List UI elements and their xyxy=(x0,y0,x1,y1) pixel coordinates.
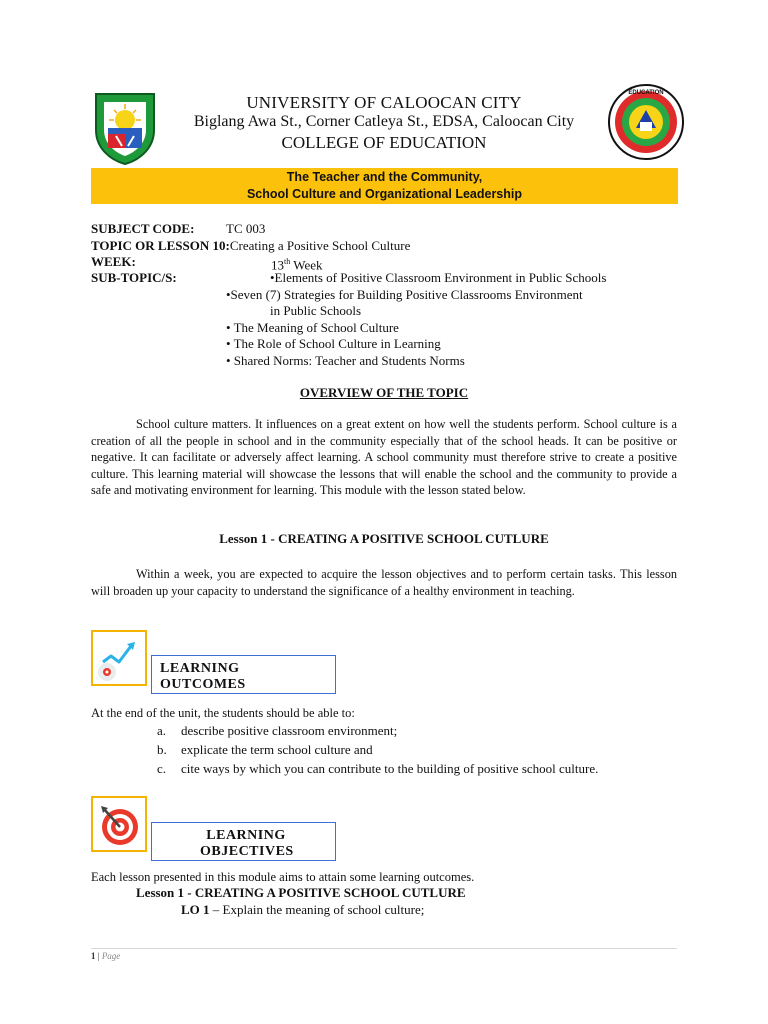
subtopic-item: • The Meaning of School Culture xyxy=(226,320,399,335)
week-number: 13 xyxy=(271,257,284,273)
subtopic-item: •Elements of Positive Classroom Environment in Public Schools xyxy=(270,270,607,285)
learning-objectives-heading: LEARNING OBJECTIVES xyxy=(200,828,294,859)
outcome-text: describe positive classroom environment; xyxy=(181,723,398,738)
growth-chart-icon xyxy=(91,630,147,686)
banner-line-1: The Teacher and the Community, xyxy=(286,170,483,184)
outcome-marker: c. xyxy=(157,761,167,776)
subtopic-item: •Seven (7) Strategies for Building Positive Classrooms Environment xyxy=(226,287,583,302)
page-separator: | xyxy=(95,951,102,961)
learning-outcomes-box xyxy=(151,655,336,694)
topic-line xyxy=(91,238,410,254)
page-footer xyxy=(91,951,120,961)
lo-1-label: LO 1 xyxy=(181,902,210,917)
overview-paragraph: School culture matters. It influences on a great extent on how well the students perform. School culture is a creation of all the people in school and in the community especially that of the school heads. It can be positive or negative. It can facilitate or adversely affect learning. A school community must therefore strive to create a positive culture. This learning material will showcase the lessons that will enable the school and the community to provide a safe and motivating environment for learning. This module with the lesson stated below. xyxy=(91,417,677,497)
lesson-1-title xyxy=(0,531,768,547)
overview-title: OVERVIEW OF THE TOPIC xyxy=(299,385,469,400)
week-label: WEEK: xyxy=(91,254,136,269)
subtopic-item-continuation: in Public Schools xyxy=(270,303,362,318)
page-number: 1 xyxy=(91,951,96,961)
outcomes-intro: At the end of the unit, the students should be able to: xyxy=(91,706,355,720)
college-name: COLLEGE OF EDUCATION xyxy=(281,133,487,152)
week-suffix: th xyxy=(284,257,291,266)
subtopic-label: SUB-TOPIC/S: xyxy=(91,270,177,285)
week-word: Week xyxy=(290,257,323,273)
subject-code-label: SUBJECT CODE: xyxy=(91,221,195,236)
subtopic-item: • Shared Norms: Teacher and Students Norms xyxy=(226,353,465,368)
lesson-1-name: - CREATING A POSITIVE SCHOOL CUTLURE xyxy=(267,531,549,546)
objectives-lesson-line: Lesson 1 - CREATING A POSITIVE SCHOOL CUTLURE xyxy=(136,885,466,900)
outcome-text: cite ways by which you can contribute to the building of positive school culture. xyxy=(181,761,599,776)
university-address: Biglang Awa St., Corner Catleya St., EDSA, Caloocan City xyxy=(193,113,575,130)
lo-1-text: – Explain the meaning of school culture; xyxy=(209,902,425,917)
topic-value: Creating a Positive School Culture xyxy=(229,238,411,253)
lo-1-line xyxy=(181,902,424,918)
objectives-intro: Each lesson presented in this module aims to attain some learning outcomes. xyxy=(91,870,475,884)
course-title-banner xyxy=(91,168,678,204)
learning-objectives-box xyxy=(151,822,336,861)
lesson-1-label: Lesson 1 xyxy=(219,531,268,546)
page-word: Page xyxy=(101,951,121,961)
learning-outcomes-heading: LEARNING OUTCOMES xyxy=(160,661,246,692)
outcome-marker: a. xyxy=(157,723,167,738)
subtopic-item: • The Role of School Culture in Learning xyxy=(226,336,441,351)
outcome-text: explicate the term school culture and xyxy=(181,742,373,757)
svg-text:EDUCATION: EDUCATION xyxy=(628,90,664,96)
lesson-1-paragraph: Within a week, you are expected to acquire the lesson objectives and to perform certain tasks. This lesson will broaden up your capacity to understand the significance of a healthy environment in teaching. xyxy=(91,567,677,598)
banner-line-2: School Culture and Organizational Leadership xyxy=(246,187,523,201)
university-name: UNIVERSITY OF CALOOCAN CITY xyxy=(246,93,522,112)
college-seal-logo xyxy=(606,82,686,162)
topic-label: TOPIC OR LESSON 10: xyxy=(91,238,230,253)
subject-code-value: TC 003 xyxy=(226,221,266,236)
target-icon xyxy=(91,796,147,852)
outcome-marker: b. xyxy=(157,742,167,757)
footer-divider xyxy=(91,948,677,949)
